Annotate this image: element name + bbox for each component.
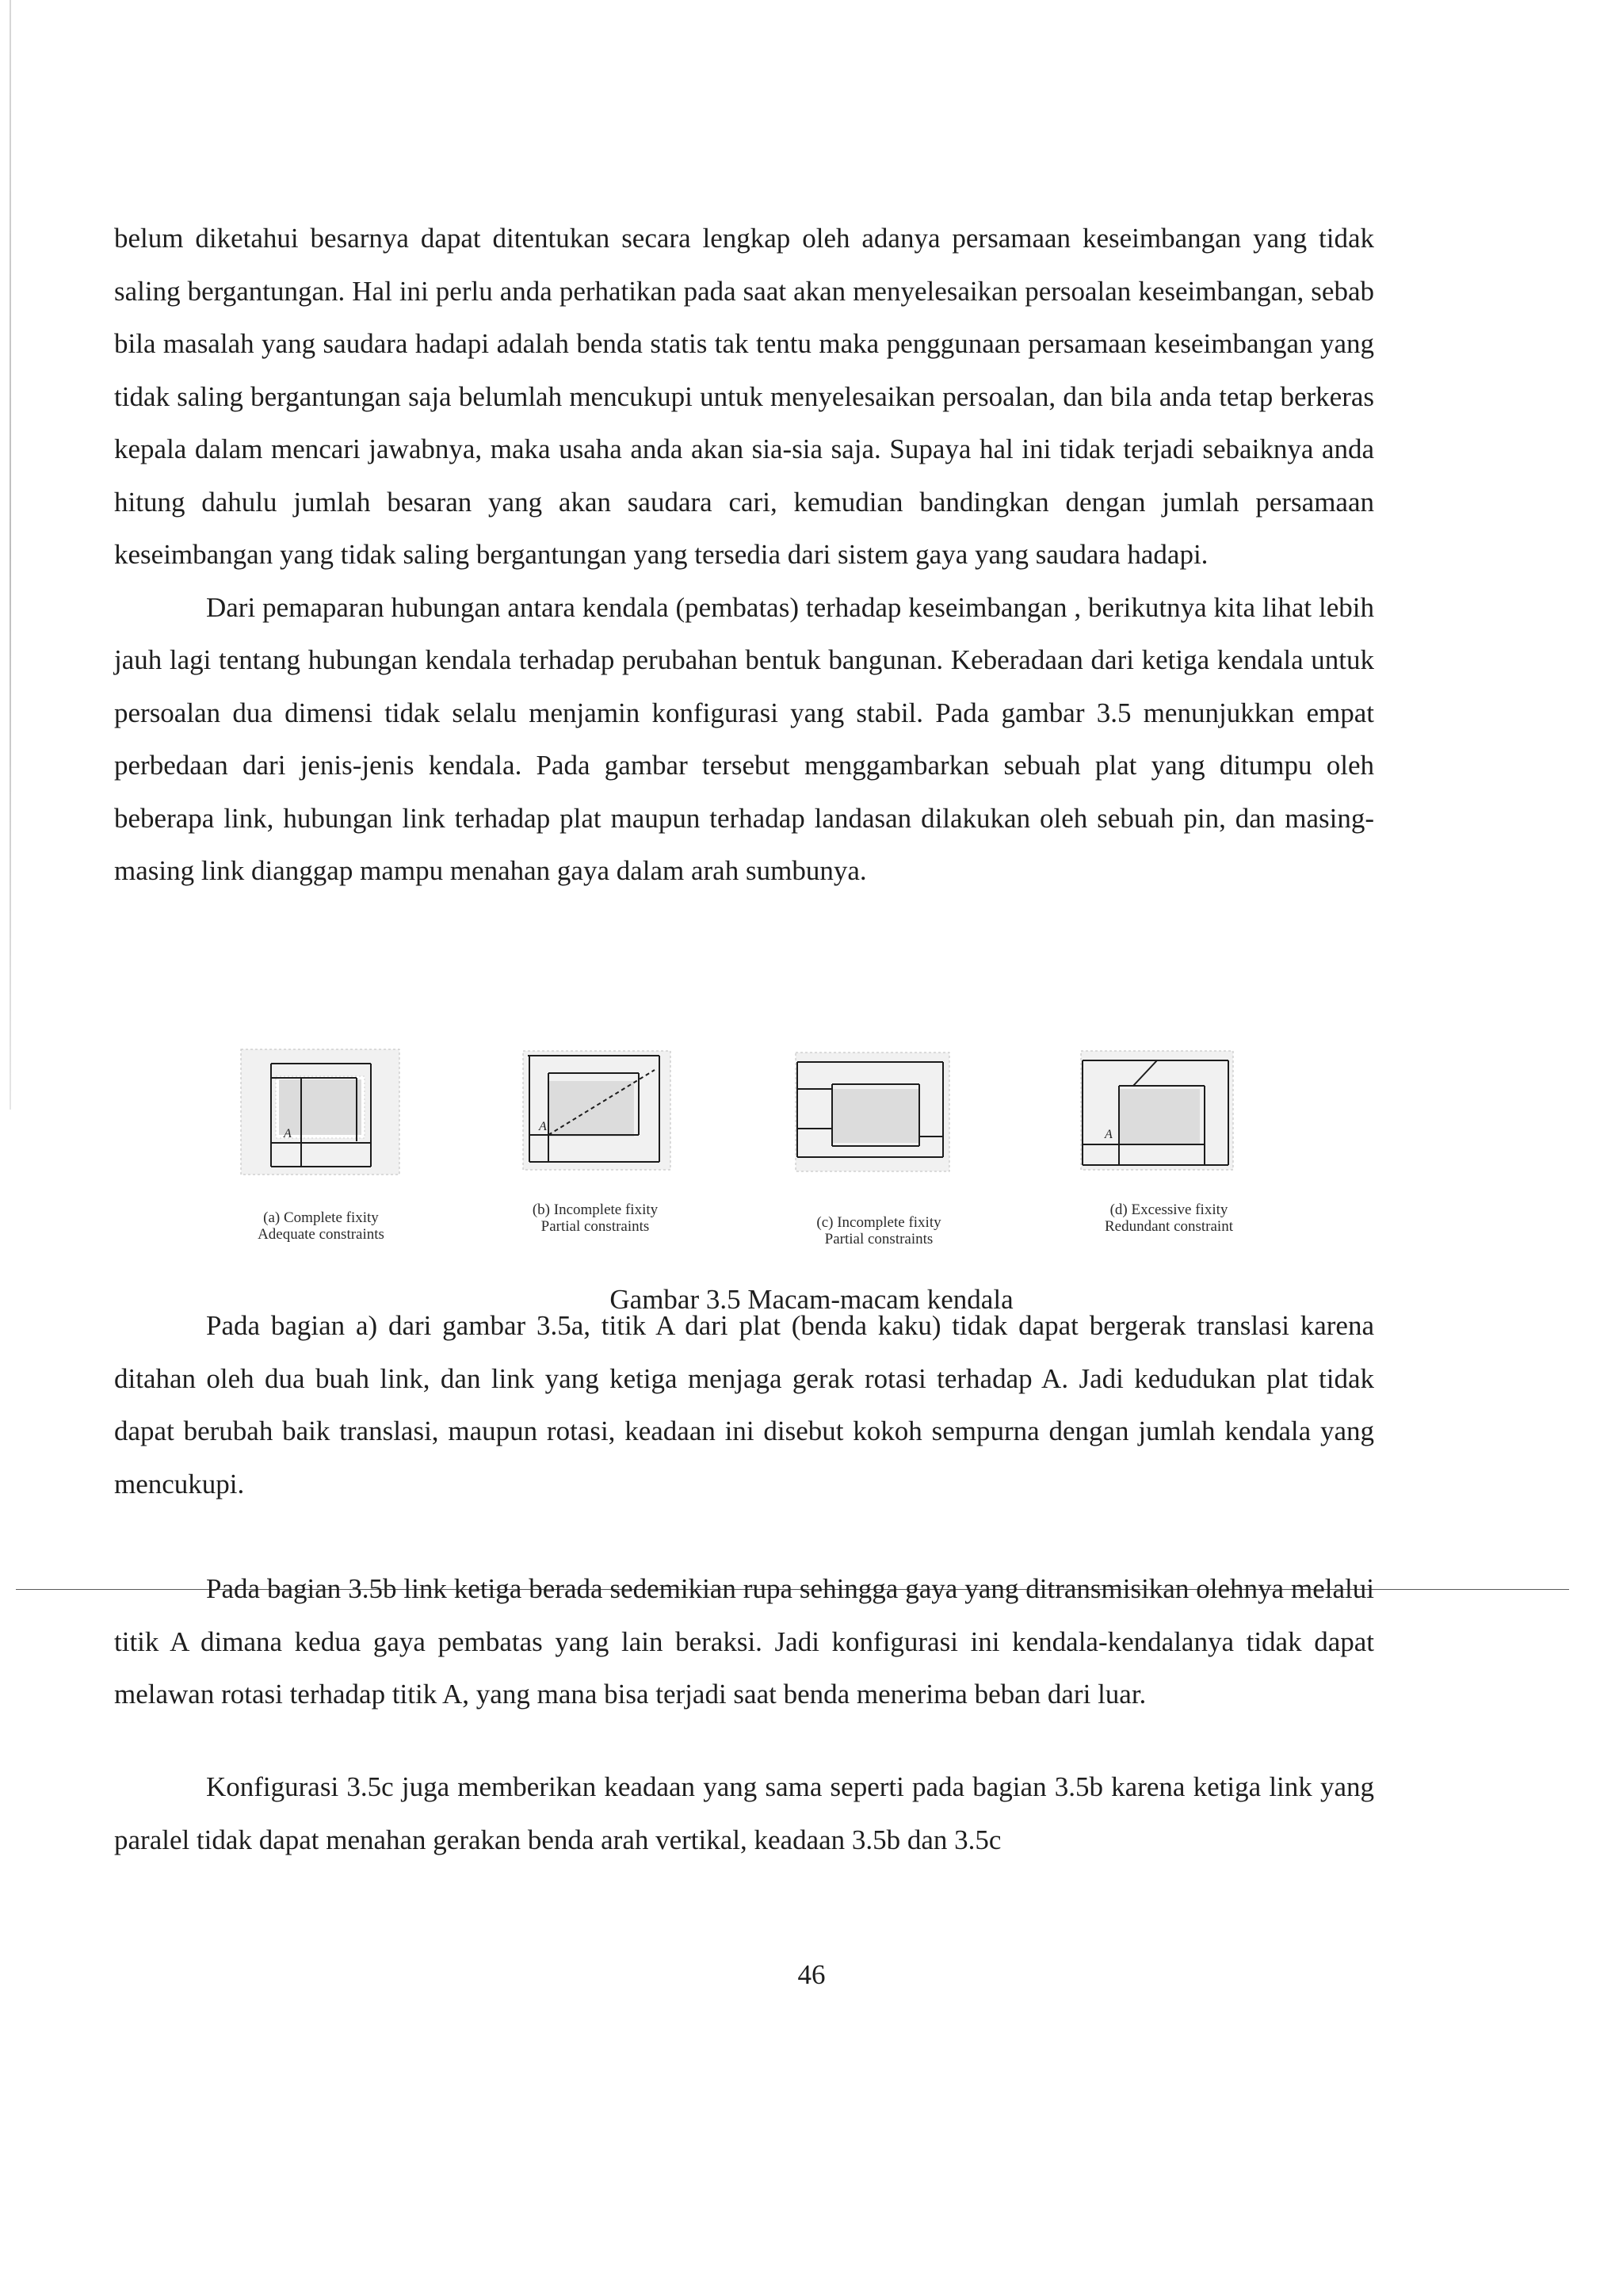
figure-d-drawing xyxy=(1078,1046,1236,1189)
figure-b-caption: (b) Incomplete fixity Partial constraints xyxy=(532,1201,659,1235)
paragraph: Konfigurasi 3.5c juga memberikan keadaan yang sama seperti pada bagian 3.5b karena ketiga link yang paralel tidak dapat menahan gerakan benda arah vertikal, keadaan 3.5b dan 3.5c xyxy=(114,1771,1374,1855)
paragraph: Pada bagian 3.5b link ketiga berada sedemikian rupa sehingga gaya yang ditransmisikan olehnya melalui titik A dimana kedua gaya pembatas yang lain beraksi. Jadi konfigurasi ini kendala-kendalanya tidak dapat melawan rotasi terhadap titik A, yang mana bisa terjadi saat benda menerima beban dari luar. xyxy=(114,1573,1374,1710)
figure-b xyxy=(520,1046,678,1235)
point-label: A xyxy=(539,1120,547,1133)
figure-c xyxy=(792,1046,951,1247)
body-text-c xyxy=(114,1761,1374,1866)
figure-a xyxy=(238,1046,404,1243)
paragraph: Pada bagian a) dari gambar 3.5a, titik A dari plat (benda kaku) tidak dapat bergerak translasi karena ditahan oleh dua buah link, dan link yang ketiga menjaga gerak rotasi terhadap A. Jadi kedudukan plat tidak dapat berubah baik translasi, maupun rotasi, keadaan ini disebut kokoh sempurna dengan jumlah kendala yang mencukupi. xyxy=(114,1310,1374,1499)
point-label: A xyxy=(284,1127,292,1140)
paragraph: belum diketahui besarnya dapat ditentukan secara lengkap oleh adanya persamaan keseimbangan yang tidak saling bergantungan. Hal ini perlu anda perhatikan pada saat akan menyelesaikan persoalan keseimbangan, sebab bila masalah yang saudara hadapi adalah benda statis tak tentu maka penggunaan persamaan keseimbangan yang tidak saling bergantungan saja belumlah mencukupi untuk menyelesaikan persoalan, dan bila anda tetap berkeras kepala dalam mencari jawabnya, maka usaha anda akan sia-sia saja. Supaya hal ini tidak terjadi sebaiknya anda hitung dahulu jumlah besaran yang akan saudara cari, kemudian bandingkan dengan jumlah persamaan keseimbangan yang tidak saling bergantungan yang tersedia dari sistem gaya yang saudara hadapi. xyxy=(114,223,1374,570)
figure-d-caption: (d) Excessive fixity Redundant constraint xyxy=(1105,1201,1233,1235)
figure-3-5 xyxy=(0,1046,1623,1284)
paragraph: Dari pemaparan hubungan antara kendala (pembatas) terhadap keseimbangan , berikutnya kita lihat lebih jauh lagi tentang hubungan kendala terhadap perubahan bentuk bangunan. Keberadaan dari ketiga kendala untuk persoalan dua dimensi tidak selalu menjamin konfigurasi yang stabil. Pada gambar 3.5 menunjukkan empat perbedaan dari jenis-jenis kendala. Pada gambar tersebut menggambarkan sebuah plat yang ditumpu oleh beberapa link, hubungan link terhadap plat maupun terhadap landasan dilakukan oleh sebuah pin, dan masing-masing link dianggap mampu menahan gaya dalam arah sumbunya. xyxy=(114,591,1374,886)
figure-a-drawing xyxy=(238,1046,404,1189)
figure-c-caption: (c) Incomplete fixity Partial constraints xyxy=(816,1214,941,1247)
figure-b-drawing xyxy=(520,1046,678,1189)
figure-caption: Gambar 3.5 Macam-macam kendala xyxy=(609,1284,1014,1315)
page-number: 46 xyxy=(797,1959,826,1990)
scan-edge xyxy=(10,0,11,1110)
body-text-a xyxy=(114,1300,1374,1511)
figure-c-drawing xyxy=(792,1046,951,1189)
figure-d xyxy=(1078,1046,1236,1235)
body-text-b xyxy=(114,1563,1374,1721)
point-label: A xyxy=(1105,1128,1113,1141)
figure-a-caption: (a) Complete fixity Adequate constraints xyxy=(258,1209,384,1243)
body-text-top xyxy=(114,212,1374,898)
